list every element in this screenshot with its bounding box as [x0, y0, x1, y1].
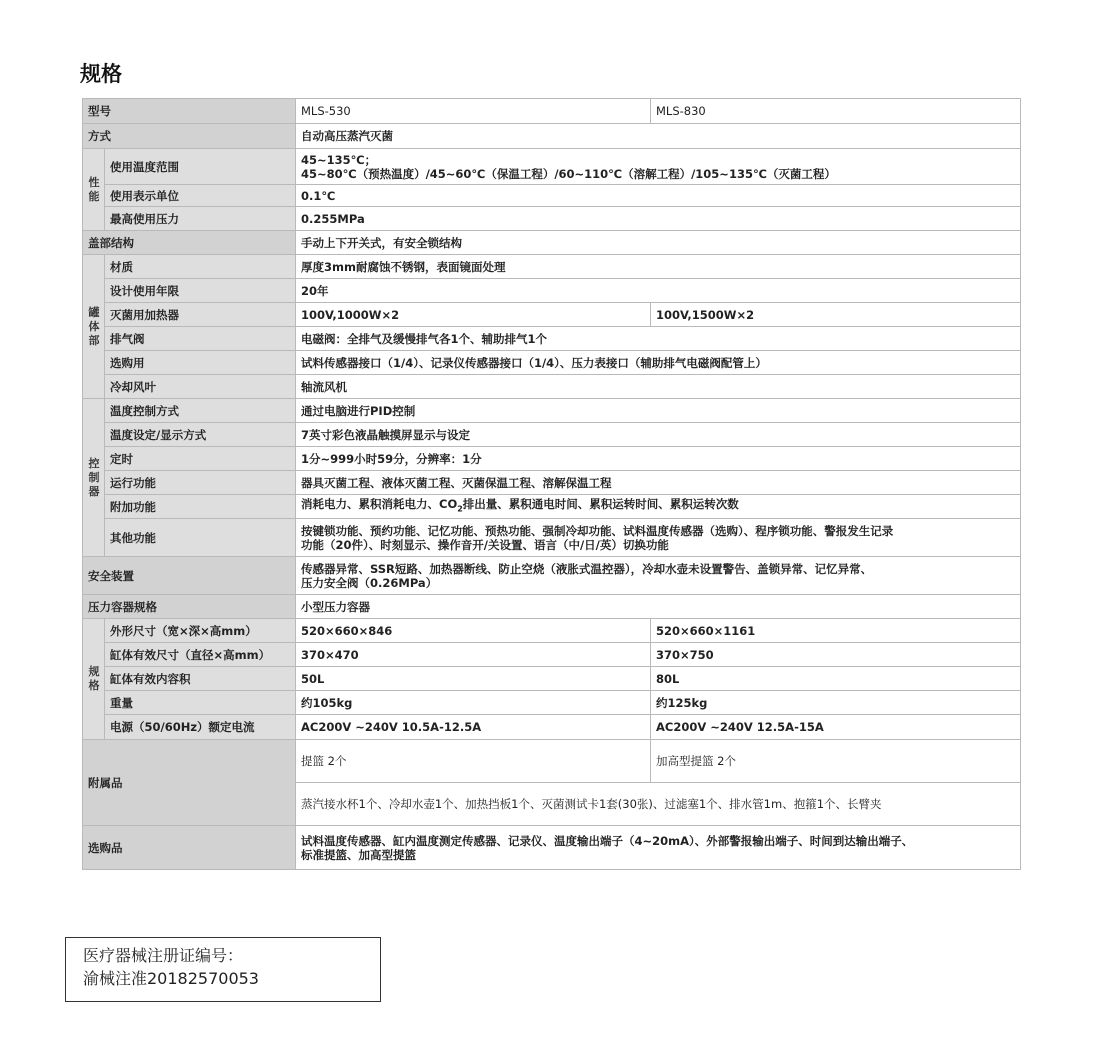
- table-row: [83, 643, 1021, 667]
- exhaust-label: 排气阀: [105, 327, 296, 351]
- heater-b: 100V,1500W×2: [651, 303, 1021, 327]
- table-row: [83, 207, 1021, 231]
- safety-value: 传感器异常、SSR短路、加热器断线、防止空烧（液胀式温控器），冷却水壶未设置警告、盖锁异常、记忆异常、 压力安全阀（0.26MPa）: [296, 557, 1021, 595]
- outer-label: 外形尺寸（宽×深×高mm）: [105, 619, 296, 643]
- method-label: 方式: [83, 124, 296, 149]
- table-row: [83, 149, 1021, 185]
- fan-value: 轴流风机: [296, 375, 1021, 399]
- temp-setting-label: 温度设定/显示方式: [105, 423, 296, 447]
- table-row: [83, 447, 1021, 471]
- table-row: [83, 667, 1021, 691]
- fan-label: 冷却风叶: [105, 375, 296, 399]
- table-row: [83, 279, 1021, 303]
- life-value: 20年: [296, 279, 1021, 303]
- power-a: AC200V ~240V 10.5A-12.5A: [296, 715, 651, 740]
- other-value: 按键锁功能、预约功能、记忆功能、预热功能、强制冷却功能、试料温度传感器（选购）、程序锁功能、警报发生记录 功能（20件）、时刻显示、操作音开/关设置、语言（中/日/英）切换功能: [296, 519, 1021, 557]
- temp-range-label: 使用温度范围: [105, 149, 296, 185]
- options-value: 试料温度传感器、缸内温度测定传感器、记录仪、温度输出端子（4~20mA）、外部警报输出端子、时间到达输出端子、 标准提篮、加高型提篮: [296, 826, 1021, 870]
- table-row: [83, 423, 1021, 447]
- registration-line1: 医疗器械注册证编号：: [83, 946, 244, 965]
- table-row: [83, 519, 1021, 557]
- table-row: [83, 619, 1021, 643]
- table-row: [83, 399, 1021, 423]
- page-title: 规格: [80, 62, 122, 86]
- table-row: [83, 185, 1021, 207]
- table-row: [83, 557, 1021, 595]
- options-label: 选购品: [83, 826, 296, 870]
- body-group: 罐体部: [83, 255, 105, 399]
- max-pressure-label: 最高使用压力: [105, 207, 296, 231]
- table-row: [83, 231, 1021, 255]
- controller-group: 控制器: [83, 399, 105, 557]
- volume-label: 缸体有效内容积: [105, 667, 296, 691]
- other-label: 其他功能: [105, 519, 296, 557]
- lid-label: 盖部结构: [83, 231, 296, 255]
- safety-label: 安全装置: [83, 557, 296, 595]
- table-row: [83, 124, 1021, 149]
- power-label: 电源（50/60Hz）额定电流: [105, 715, 296, 740]
- model-label: 型号: [83, 99, 296, 124]
- temp-range-line1: 45~135℃；: [301, 152, 377, 167]
- chamber-b: 370×750: [651, 643, 1021, 667]
- spec-group: 规格: [83, 619, 105, 740]
- temp-control-value: 通过电脑进行PID控制: [296, 399, 1021, 423]
- temp-setting-value: 7英寸彩色液晶触摸屏显示与设定: [296, 423, 1021, 447]
- vessel-label: 压力容器规格: [83, 595, 296, 619]
- table-row: [83, 471, 1021, 495]
- table-row: [83, 740, 1021, 783]
- spec-table: [82, 98, 1021, 870]
- vessel-value: 小型压力容器: [296, 595, 1021, 619]
- life-label: 设计使用年限: [105, 279, 296, 303]
- table-row: [83, 691, 1021, 715]
- outer-b: 520×660×1161: [651, 619, 1021, 643]
- temp-control-label: 温度控制方式: [105, 399, 296, 423]
- weight-label: 重量: [105, 691, 296, 715]
- table-row: [83, 303, 1021, 327]
- weight-a: 约105kg: [296, 691, 651, 715]
- extra-label: 附加功能: [105, 495, 296, 519]
- accessories-label: 附属品: [83, 740, 296, 826]
- table-row: [83, 99, 1021, 124]
- exhaust-value: 电磁阀：全排气及缓慢排气各1个、辅助排气1个: [296, 327, 1021, 351]
- accessories-a: 提篮 2个: [296, 740, 651, 783]
- table-row: [83, 595, 1021, 619]
- lid-value: 手动上下开关式，有安全锁结构: [296, 231, 1021, 255]
- outer-a: 520×660×846: [296, 619, 651, 643]
- volume-a: 50L: [296, 667, 651, 691]
- accessories-common: 蒸汽接水杯1个、冷却水壶1个、加热挡板1个、灭菌测试卡1套(30张)、过滤塞1个、排水管1m、抱箍1个、长臂夹: [296, 783, 1021, 826]
- performance-group: 性能: [83, 149, 105, 231]
- table-row: [83, 495, 1021, 519]
- weight-b: 约125kg: [651, 691, 1021, 715]
- registration-line2: 渝械注准20182570053: [83, 969, 259, 988]
- material-label: 材质: [105, 255, 296, 279]
- table-row: [83, 351, 1021, 375]
- display-unit-label: 使用表示单位: [105, 185, 296, 207]
- heater-a: 100V,1000W×2: [296, 303, 651, 327]
- table-row: [83, 715, 1021, 740]
- power-b: AC200V ~240V 12.5A-15A: [651, 715, 1021, 740]
- chamber-label: 缸体有效尺寸（直径×高mm）: [105, 643, 296, 667]
- extra-value: 消耗电力、累积消耗电力、$CO_2$排出量、累积通电时间、累积运转时间、累积运转次数: [296, 495, 1021, 519]
- timer-label: 定时: [105, 447, 296, 471]
- timer-value: 1分~999小时59分，分辨率：1分: [296, 447, 1021, 471]
- temp-range-line2: 45~80℃（预热温度）/45~60℃（保温工程）/60~110℃（溶解工程）/105~135℃（灭菌工程）: [301, 166, 836, 181]
- registration-box: [65, 937, 381, 1002]
- table-row: [83, 327, 1021, 351]
- heater-label: 灭菌用加热器: [105, 303, 296, 327]
- table-row: [83, 375, 1021, 399]
- material-value: 厚度3mm耐腐蚀不锈钢，表面镜面处理: [296, 255, 1021, 279]
- optional-value: 试料传感器接口（1/4）、记录仪传感器接口（1/4）、压力表接口（辅助排气电磁阀配管上）: [296, 351, 1021, 375]
- run-value: 器具灭菌工程、液体灭菌工程、灭菌保温工程、溶解保温工程: [296, 471, 1021, 495]
- run-label: 运行功能: [105, 471, 296, 495]
- display-unit-value: 0.1℃: [296, 185, 1021, 207]
- optional-label: 选购用: [105, 351, 296, 375]
- max-pressure-value: 0.255MPa: [296, 207, 1021, 231]
- table-row: [83, 255, 1021, 279]
- method-value: 自动高压蒸汽灭菌: [296, 124, 1021, 149]
- chamber-a: 370×470: [296, 643, 651, 667]
- accessories-b: 加高型提篮 2个: [651, 740, 1021, 783]
- temp-range-value: [296, 149, 1021, 185]
- volume-b: 80L: [651, 667, 1021, 691]
- model-b: MLS-830: [651, 99, 1021, 124]
- table-row: [83, 826, 1021, 870]
- model-a: MLS-530: [296, 99, 651, 124]
